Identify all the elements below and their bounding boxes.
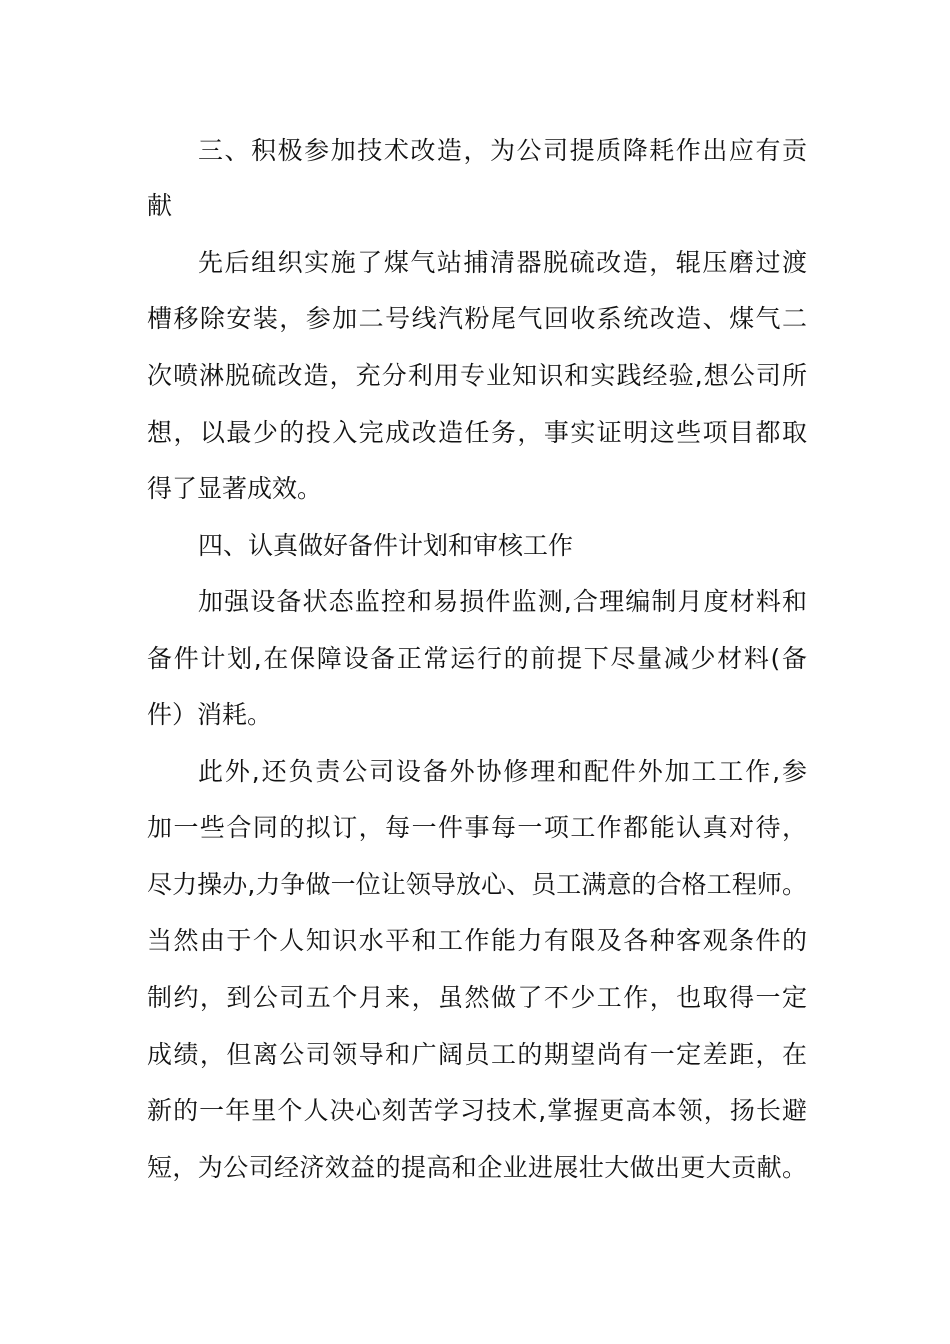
paragraph-line: 备件计划,在保障设备正常运行的前提下尽量减少材料(备 [147,644,807,673]
paragraph-line: 制约，到公司五个月来，虽然做了不少工作，也取得一定 [147,983,807,1012]
paragraph-line: 次喷淋脱硫改造，充分利用专业知识和实践经验,想公司所 [147,361,807,390]
heading-section-three: 三、积极参加技术改造，为公司提质降耗作出应有贡 [198,136,807,165]
paragraph-line: 先后组织实施了煤气站捕清器脱硫改造，辊压磨过渡 [198,248,807,277]
paragraph-line: 新的一年里个人决心刻苦学习技术,掌握更高本领，扬长避 [147,1096,807,1125]
paragraph-line: 尽力操办,力争做一位让领导放心、员工满意的合格工程师。 [147,870,807,899]
paragraph-line: 成绩，但离公司领导和广阔员工的期望尚有一定差距，在 [147,1040,807,1069]
paragraph-line: 件）消耗。 [147,700,273,729]
heading-section-four: 四、认真做好备件计划和审核工作 [198,531,574,560]
paragraph-line: 此外,还负责公司设备外协修理和配件外加工工作,参 [198,757,807,786]
paragraph-line: 想，以最少的投入完成改造任务，事实证明这些项目都取 [147,418,807,447]
paragraph-line: 当然由于个人知识水平和工作能力有限及各种客观条件的 [147,926,807,955]
paragraph-line: 加一些合同的拟订，每一件事每一项工作都能认真对待， [147,813,807,842]
paragraph-line: 短，为公司经济效益的提高和企业进展壮大做出更大贡献。 [147,1153,807,1182]
paragraph-line: 得了显著成效。 [147,474,323,503]
paragraph-line: 加强设备状态监控和易损件监测,合理编制月度材料和 [198,587,807,616]
heading-section-three-continued: 献 [147,191,173,220]
paragraph-line: 槽移除安装，参加二号线汽粉尾气回收系统改造、煤气二 [147,304,807,333]
